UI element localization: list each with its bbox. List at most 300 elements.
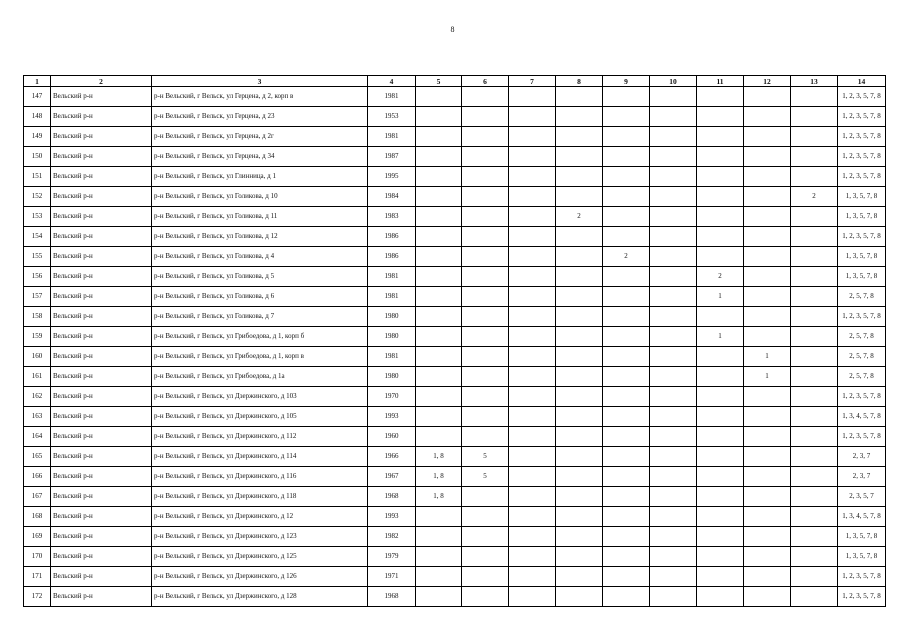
- year-cell: 1986: [368, 227, 416, 247]
- year-cell: 1981: [368, 267, 416, 287]
- col13-cell: [791, 107, 838, 127]
- col9-cell: [603, 587, 650, 607]
- col13-cell: [791, 367, 838, 387]
- row-number-cell: 153: [24, 207, 51, 227]
- col12-cell: [744, 467, 791, 487]
- col13-cell: [791, 207, 838, 227]
- col14-cell: 1, 2, 3, 5, 7, 8: [838, 127, 886, 147]
- col8-cell: 2: [556, 207, 603, 227]
- col6-cell: [462, 127, 509, 147]
- table-row: [24, 447, 886, 467]
- table-row: [24, 227, 886, 247]
- col8-cell: [556, 127, 603, 147]
- col8-cell: [556, 247, 603, 267]
- col6-cell: [462, 167, 509, 187]
- col13-cell: [791, 467, 838, 487]
- row-number-cell: 171: [24, 567, 51, 587]
- col13-cell: [791, 167, 838, 187]
- col9-cell: [603, 87, 650, 107]
- table-row: [24, 567, 886, 587]
- col14-cell: 2, 5, 7, 8: [838, 347, 886, 367]
- col13-cell: [791, 327, 838, 347]
- col12-cell: [744, 187, 791, 207]
- table-row: [24, 327, 886, 347]
- row-number-cell: 158: [24, 307, 51, 327]
- row-number-cell: 164: [24, 427, 51, 447]
- col7-cell: [509, 487, 556, 507]
- year-cell: 1980: [368, 367, 416, 387]
- col7-cell: [509, 367, 556, 387]
- col10-cell: [650, 287, 697, 307]
- row-number-cell: 147: [24, 87, 51, 107]
- row-number-cell: 155: [24, 247, 51, 267]
- col12-cell: [744, 87, 791, 107]
- col14-cell: 1, 3, 5, 7, 8: [838, 207, 886, 227]
- col11-cell: [697, 407, 744, 427]
- col9-cell: [603, 407, 650, 427]
- column-header: 8: [556, 76, 603, 87]
- col13-cell: [791, 427, 838, 447]
- col13-cell: [791, 387, 838, 407]
- col6-cell: [462, 247, 509, 267]
- table-row: [24, 587, 886, 607]
- col6-cell: [462, 347, 509, 367]
- col13-cell: [791, 287, 838, 307]
- district-cell: Вельский р-н: [51, 487, 152, 507]
- col8-cell: [556, 307, 603, 327]
- col6-cell: [462, 87, 509, 107]
- address-cell: р-н Вельский, г Вельск, ул Дзержинского, д 126: [152, 567, 368, 587]
- col7-cell: [509, 407, 556, 427]
- col10-cell: [650, 167, 697, 187]
- district-cell: Вельский р-н: [51, 147, 152, 167]
- col6-cell: [462, 367, 509, 387]
- col11-cell: [697, 127, 744, 147]
- col13-cell: [791, 447, 838, 467]
- col10-cell: [650, 267, 697, 287]
- col8-cell: [556, 587, 603, 607]
- col11-cell: [697, 467, 744, 487]
- address-cell: р-н Вельский, г Вельск, ул Дзержинского, д 103: [152, 387, 368, 407]
- col10-cell: [650, 547, 697, 567]
- year-cell: 1984: [368, 187, 416, 207]
- col9-cell: [603, 387, 650, 407]
- col10-cell: [650, 487, 697, 507]
- table-row: [24, 467, 886, 487]
- row-number-cell: 167: [24, 487, 51, 507]
- year-cell: 1970: [368, 387, 416, 407]
- year-cell: 1995: [368, 167, 416, 187]
- col14-cell: 1, 3, 5, 7, 8: [838, 527, 886, 547]
- col5-cell: [416, 267, 462, 287]
- column-header: 11: [697, 76, 744, 87]
- year-cell: 1983: [368, 207, 416, 227]
- col11-cell: [697, 187, 744, 207]
- col9-cell: [603, 207, 650, 227]
- district-cell: Вельский р-н: [51, 207, 152, 227]
- col7-cell: [509, 527, 556, 547]
- address-cell: р-н Вельский, г Вельск, ул Голикова, д 5: [152, 267, 368, 287]
- address-cell: р-н Вельский, г Вельск, ул Герцена, д 34: [152, 147, 368, 167]
- col11-cell: [697, 207, 744, 227]
- row-number-cell: 159: [24, 327, 51, 347]
- col11-cell: [697, 427, 744, 447]
- column-header: 7: [509, 76, 556, 87]
- col12-cell: [744, 327, 791, 347]
- col8-cell: [556, 367, 603, 387]
- col13-cell: [791, 127, 838, 147]
- col12-cell: [744, 507, 791, 527]
- col6-cell: [462, 527, 509, 547]
- col7-cell: [509, 167, 556, 187]
- col11-cell: [697, 347, 744, 367]
- year-cell: 1982: [368, 527, 416, 547]
- col8-cell: [556, 87, 603, 107]
- page-number: 8: [450, 25, 455, 34]
- col14-cell: 1, 3, 5, 7, 8: [838, 267, 886, 287]
- col14-cell: 1, 3, 5, 7, 8: [838, 547, 886, 567]
- col8-cell: [556, 327, 603, 347]
- col5-cell: [416, 587, 462, 607]
- year-cell: 1986: [368, 247, 416, 267]
- col8-cell: [556, 507, 603, 527]
- col10-cell: [650, 187, 697, 207]
- row-number-cell: 156: [24, 267, 51, 287]
- col6-cell: [462, 107, 509, 127]
- col13-cell: [791, 147, 838, 167]
- address-cell: р-н Вельский, г Вельск, ул Глинница, д 1: [152, 167, 368, 187]
- row-number-cell: 149: [24, 127, 51, 147]
- col8-cell: [556, 347, 603, 367]
- col12-cell: [744, 127, 791, 147]
- col12-cell: [744, 427, 791, 447]
- row-number-cell: 151: [24, 167, 51, 187]
- col10-cell: [650, 567, 697, 587]
- col9-cell: [603, 447, 650, 467]
- col7-cell: [509, 427, 556, 447]
- col7-cell: [509, 507, 556, 527]
- row-number-cell: 160: [24, 347, 51, 367]
- row-number-cell: 162: [24, 387, 51, 407]
- district-cell: Вельский р-н: [51, 427, 152, 447]
- col11-cell: [697, 147, 744, 167]
- col10-cell: [650, 107, 697, 127]
- col8-cell: [556, 287, 603, 307]
- column-header: 6: [462, 76, 509, 87]
- col14-cell: 1, 2, 3, 5, 7, 8: [838, 227, 886, 247]
- col6-cell: [462, 567, 509, 587]
- district-cell: Вельский р-н: [51, 287, 152, 307]
- col10-cell: [650, 247, 697, 267]
- col12-cell: [744, 547, 791, 567]
- col11-cell: [697, 227, 744, 247]
- col5-cell: [416, 167, 462, 187]
- address-cell: р-н Вельский, г Вельск, ул Герцена, д 23: [152, 107, 368, 127]
- row-number-cell: 150: [24, 147, 51, 167]
- col9-cell: [603, 187, 650, 207]
- address-cell: р-н Вельский, г Вельск, ул Дзержинского, д 116: [152, 467, 368, 487]
- col5-cell: [416, 567, 462, 587]
- col9-cell: [603, 267, 650, 287]
- row-number-cell: 148: [24, 107, 51, 127]
- district-cell: Вельский р-н: [51, 347, 152, 367]
- row-number-cell: 152: [24, 187, 51, 207]
- district-cell: Вельский р-н: [51, 467, 152, 487]
- col8-cell: [556, 567, 603, 587]
- col6-cell: [462, 227, 509, 247]
- housing-register-table: [23, 75, 886, 607]
- address-cell: р-н Вельский, г Вельск, ул Герцена, д 2г: [152, 127, 368, 147]
- table-header-row: [24, 76, 886, 87]
- column-header: 2: [51, 76, 152, 87]
- col12-cell: [744, 567, 791, 587]
- col12-cell: [744, 587, 791, 607]
- col5-cell: [416, 407, 462, 427]
- col6-cell: [462, 147, 509, 167]
- col11-cell: [697, 247, 744, 267]
- col11-cell: [697, 587, 744, 607]
- col7-cell: [509, 187, 556, 207]
- row-number-cell: 154: [24, 227, 51, 247]
- district-cell: Вельский р-н: [51, 447, 152, 467]
- col10-cell: [650, 327, 697, 347]
- address-cell: р-н Вельский, г Вельск, ул Голикова, д 4: [152, 247, 368, 267]
- col7-cell: [509, 387, 556, 407]
- col13-cell: [791, 307, 838, 327]
- column-header: 1: [24, 76, 51, 87]
- year-cell: 1981: [368, 127, 416, 147]
- col11-cell: 2: [697, 267, 744, 287]
- col8-cell: [556, 447, 603, 467]
- col13-cell: [791, 587, 838, 607]
- col7-cell: [509, 267, 556, 287]
- col8-cell: [556, 267, 603, 287]
- table-row: [24, 167, 886, 187]
- col9-cell: [603, 367, 650, 387]
- district-cell: Вельский р-н: [51, 227, 152, 247]
- col12-cell: [744, 227, 791, 247]
- district-cell: Вельский р-н: [51, 567, 152, 587]
- col5-cell: [416, 107, 462, 127]
- table-row: [24, 407, 886, 427]
- col8-cell: [556, 527, 603, 547]
- col7-cell: [509, 307, 556, 327]
- col5-cell: [416, 427, 462, 447]
- col9-cell: [603, 427, 650, 447]
- col7-cell: [509, 567, 556, 587]
- col11-cell: [697, 387, 744, 407]
- table-row: [24, 547, 886, 567]
- col9-cell: [603, 527, 650, 547]
- col7-cell: [509, 207, 556, 227]
- col6-cell: [462, 307, 509, 327]
- col6-cell: [462, 187, 509, 207]
- col6-cell: [462, 407, 509, 427]
- col13-cell: [791, 507, 838, 527]
- col7-cell: [509, 587, 556, 607]
- col10-cell: [650, 87, 697, 107]
- col14-cell: 2, 3, 5, 7: [838, 487, 886, 507]
- address-cell: р-н Вельский, г Вельск, ул Голикова, д 7: [152, 307, 368, 327]
- col6-cell: [462, 267, 509, 287]
- table-row: [24, 427, 886, 447]
- table-row: [24, 187, 886, 207]
- col5-cell: [416, 147, 462, 167]
- address-cell: р-н Вельский, г Вельск, ул Дзержинского, д 12: [152, 507, 368, 527]
- col9-cell: [603, 487, 650, 507]
- col10-cell: [650, 347, 697, 367]
- address-cell: р-н Вельский, г Вельск, ул Грибоедова, д 1, корп в: [152, 347, 368, 367]
- address-cell: р-н Вельский, г Вельск, ул Дзержинского, д 105: [152, 407, 368, 427]
- col10-cell: [650, 227, 697, 247]
- table-row: [24, 107, 886, 127]
- year-cell: 1971: [368, 567, 416, 587]
- col13-cell: [791, 267, 838, 287]
- col5-cell: [416, 527, 462, 547]
- year-cell: 1953: [368, 107, 416, 127]
- col5-cell: [416, 347, 462, 367]
- col14-cell: 1, 3, 4, 5, 7, 8: [838, 407, 886, 427]
- col6-cell: [462, 207, 509, 227]
- year-cell: 1980: [368, 327, 416, 347]
- col10-cell: [650, 427, 697, 447]
- col7-cell: [509, 107, 556, 127]
- col13-cell: [791, 87, 838, 107]
- col10-cell: [650, 387, 697, 407]
- col7-cell: [509, 87, 556, 107]
- table-row: [24, 527, 886, 547]
- col5-cell: [416, 387, 462, 407]
- col14-cell: 1, 2, 3, 5, 7, 8: [838, 167, 886, 187]
- col5-cell: 1, 8: [416, 487, 462, 507]
- district-cell: Вельский р-н: [51, 527, 152, 547]
- col6-cell: 5: [462, 447, 509, 467]
- col9-cell: [603, 227, 650, 247]
- district-cell: Вельский р-н: [51, 587, 152, 607]
- address-cell: р-н Вельский, г Вельск, ул Дзержинского, д 114: [152, 447, 368, 467]
- district-cell: Вельский р-н: [51, 407, 152, 427]
- address-cell: р-н Вельский, г Вельск, ул Грибоедова, д 1, корп б: [152, 327, 368, 347]
- col6-cell: [462, 327, 509, 347]
- district-cell: Вельский р-н: [51, 167, 152, 187]
- address-cell: р-н Вельский, г Вельск, ул Грибоедова, д 1а: [152, 367, 368, 387]
- row-number-cell: 165: [24, 447, 51, 467]
- address-cell: р-н Вельский, г Вельск, ул Дзержинского, д 118: [152, 487, 368, 507]
- col14-cell: 1, 2, 3, 5, 7, 8: [838, 107, 886, 127]
- row-number-cell: 166: [24, 467, 51, 487]
- col11-cell: [697, 307, 744, 327]
- col11-cell: [697, 367, 744, 387]
- col14-cell: 1, 3, 4, 5, 7, 8: [838, 507, 886, 527]
- table-row: [24, 267, 886, 287]
- year-cell: 1980: [368, 307, 416, 327]
- row-number-cell: 169: [24, 527, 51, 547]
- address-cell: р-н Вельский, г Вельск, ул Голикова, д 10: [152, 187, 368, 207]
- col13-cell: [791, 227, 838, 247]
- col14-cell: 1, 2, 3, 5, 7, 8: [838, 387, 886, 407]
- col11-cell: [697, 87, 744, 107]
- col14-cell: 2, 3, 7: [838, 467, 886, 487]
- col11-cell: [697, 547, 744, 567]
- table-row: [24, 507, 886, 527]
- col5-cell: [416, 247, 462, 267]
- col13-cell: [791, 247, 838, 267]
- col12-cell: 1: [744, 347, 791, 367]
- row-number-cell: 170: [24, 547, 51, 567]
- col12-cell: [744, 447, 791, 467]
- col5-cell: 1, 8: [416, 467, 462, 487]
- col8-cell: [556, 167, 603, 187]
- col10-cell: [650, 207, 697, 227]
- col11-cell: 1: [697, 327, 744, 347]
- table-row: [24, 307, 886, 327]
- col12-cell: [744, 247, 791, 267]
- col13-cell: [791, 547, 838, 567]
- col13-cell: [791, 407, 838, 427]
- col12-cell: [744, 107, 791, 127]
- table-row: [24, 147, 886, 167]
- col7-cell: [509, 347, 556, 367]
- col10-cell: [650, 447, 697, 467]
- district-cell: Вельский р-н: [51, 127, 152, 147]
- district-cell: Вельский р-н: [51, 87, 152, 107]
- col9-cell: 2: [603, 247, 650, 267]
- col6-cell: [462, 427, 509, 447]
- col14-cell: 1, 2, 3, 5, 7, 8: [838, 307, 886, 327]
- col12-cell: [744, 167, 791, 187]
- row-number-cell: 157: [24, 287, 51, 307]
- table-row: [24, 347, 886, 367]
- col8-cell: [556, 227, 603, 247]
- col14-cell: 1, 2, 3, 5, 7, 8: [838, 587, 886, 607]
- column-header: 4: [368, 76, 416, 87]
- col7-cell: [509, 467, 556, 487]
- col10-cell: [650, 507, 697, 527]
- col5-cell: [416, 87, 462, 107]
- col14-cell: 1, 2, 3, 5, 7, 8: [838, 87, 886, 107]
- address-cell: р-н Вельский, г Вельск, ул Дзержинского, д 128: [152, 587, 368, 607]
- col9-cell: [603, 287, 650, 307]
- col8-cell: [556, 387, 603, 407]
- col5-cell: [416, 187, 462, 207]
- col8-cell: [556, 147, 603, 167]
- col11-cell: [697, 527, 744, 547]
- col12-cell: 1: [744, 367, 791, 387]
- col13-cell: [791, 567, 838, 587]
- row-number-cell: 163: [24, 407, 51, 427]
- col14-cell: 1, 2, 3, 5, 7, 8: [838, 427, 886, 447]
- year-cell: 1966: [368, 447, 416, 467]
- col6-cell: [462, 387, 509, 407]
- col10-cell: [650, 527, 697, 547]
- table-row: [24, 207, 886, 227]
- col6-cell: [462, 507, 509, 527]
- col10-cell: [650, 407, 697, 427]
- row-number-cell: 168: [24, 507, 51, 527]
- col5-cell: [416, 307, 462, 327]
- column-header: 14: [838, 76, 886, 87]
- year-cell: 1993: [368, 407, 416, 427]
- col11-cell: [697, 507, 744, 527]
- col8-cell: [556, 407, 603, 427]
- col5-cell: [416, 507, 462, 527]
- col7-cell: [509, 547, 556, 567]
- district-cell: Вельский р-н: [51, 327, 152, 347]
- table-body: [24, 87, 886, 607]
- col5-cell: 1, 8: [416, 447, 462, 467]
- col9-cell: [603, 107, 650, 127]
- col5-cell: [416, 127, 462, 147]
